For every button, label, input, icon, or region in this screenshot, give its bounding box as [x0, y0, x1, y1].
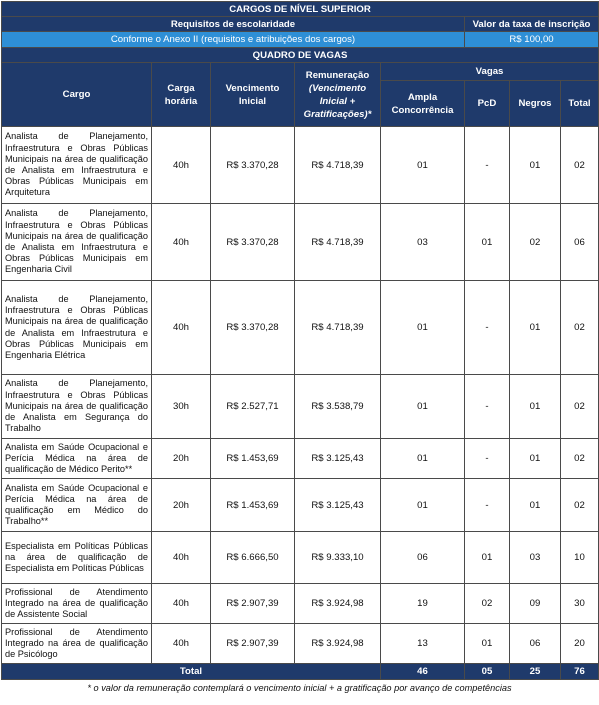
col-ampla: Ampla Concorrência: [381, 81, 465, 127]
table-row: [2, 439, 599, 479]
remuneracao-cell: R$ 3.125,43: [295, 479, 381, 532]
cargo-cell: Analista de Planejamento, Infraestrutura e Obras Públicas Municipais na área de qualificação de Analista em Infraestrutura e Obras Públicas Municipais em Engenharia Elétrica: [2, 281, 152, 375]
table-row: [2, 281, 599, 375]
total-cell: 02: [561, 127, 599, 204]
carga-cell: 40h: [152, 204, 211, 281]
total-cell: 02: [561, 375, 599, 439]
ampla-cell: 13: [381, 624, 465, 664]
pcd-cell: -: [465, 375, 510, 439]
vencimento-cell: R$ 3.370,28: [211, 204, 295, 281]
remuneracao-cell: R$ 4.718,39: [295, 127, 381, 204]
table-row: [2, 204, 599, 281]
col-vagas: Vagas: [381, 63, 599, 81]
table-row: [2, 532, 599, 584]
negros-cell: 02: [510, 204, 561, 281]
negros-cell: 01: [510, 479, 561, 532]
col-pcd: PcD: [465, 81, 510, 127]
vacancy-table: [1, 1, 599, 680]
negros-cell: 03: [510, 532, 561, 584]
cargo-cell: Analista de Planejamento, Infraestrutura e Obras Públicas Municipais na área de qualificação de Analista em Infraestrutura e Obras Públicas Municipais em Arquitetura: [2, 127, 152, 204]
table-row: [2, 624, 599, 664]
total-cell: 20: [561, 624, 599, 664]
cargo-cell: Analista em Saúde Ocupacional e Perícia Médica na área de qualificação em Médico do Trabalho**: [2, 479, 152, 532]
remuneracao-cell: R$ 4.718,39: [295, 204, 381, 281]
col-carga: Carga horária: [152, 63, 211, 127]
total-cell: 06: [561, 204, 599, 281]
total-label: Total: [2, 664, 381, 680]
carga-cell: 20h: [152, 439, 211, 479]
carga-cell: 40h: [152, 532, 211, 584]
carga-cell: 40h: [152, 624, 211, 664]
col-negros: Negros: [510, 81, 561, 127]
pcd-cell: -: [465, 479, 510, 532]
remuneracao-cell: R$ 4.718,39: [295, 281, 381, 375]
pcd-cell: 01: [465, 532, 510, 584]
vencimento-cell: R$ 1.453,69: [211, 439, 295, 479]
total-cell: 02: [561, 479, 599, 532]
fee-value: R$ 100,00: [465, 32, 599, 48]
cargo-cell: Profissional de Atendimento Integrado na área de qualificação de Psicólogo: [2, 624, 152, 664]
col-remuneracao: Remuneração (Vencimento Inicial + Gratificações)*: [295, 63, 381, 127]
table-row: [2, 375, 599, 439]
remuneracao-cell: R$ 3.538,79: [295, 375, 381, 439]
vencimento-cell: R$ 2.907,39: [211, 584, 295, 624]
ampla-cell: 01: [381, 127, 465, 204]
vencimento-cell: R$ 3.370,28: [211, 127, 295, 204]
carga-cell: 40h: [152, 281, 211, 375]
ampla-cell: 01: [381, 439, 465, 479]
pcd-cell: 02: [465, 584, 510, 624]
requirements-value: Conforme o Anexo II (requisitos e atribuições dos cargos): [2, 32, 465, 48]
vencimento-cell: R$ 2.907,39: [211, 624, 295, 664]
cargo-cell: Analista em Saúde Ocupacional e Perícia Médica na área de qualificação de Médico Perito**: [2, 439, 152, 479]
ampla-cell: 01: [381, 281, 465, 375]
pcd-cell: 01: [465, 624, 510, 664]
carga-cell: 20h: [152, 479, 211, 532]
cargo-cell: Especialista em Políticas Públicas na área de qualificação de Especialista em Políticas Públicas: [2, 532, 152, 584]
carga-cell: 30h: [152, 375, 211, 439]
ampla-cell: 19: [381, 584, 465, 624]
vencimento-cell: R$ 2.527,71: [211, 375, 295, 439]
cargo-cell: Analista de Planejamento, Infraestrutura e Obras Públicas Municipais na área de qualificação de Analista em Infraestrutura e Obras Públicas Municipais em Engenharia Civil: [2, 204, 152, 281]
vencimento-cell: R$ 6.666,50: [211, 532, 295, 584]
table-row: [2, 127, 599, 204]
negros-cell: 01: [510, 439, 561, 479]
remuneracao-cell: R$ 9.333,10: [295, 532, 381, 584]
remuneracao-cell: R$ 3.924,98: [295, 584, 381, 624]
col-cargo: Cargo: [2, 63, 152, 127]
total-negros: 25: [510, 664, 561, 680]
cargo-cell: Analista de Planejamento, Infraestrutura e Obras Públicas Municipais na área de qualificação de Analista em Segurança do Trabalho: [2, 375, 152, 439]
pcd-cell: -: [465, 281, 510, 375]
total-cell: 10: [561, 532, 599, 584]
col-vencimento: Vencimento Inicial: [211, 63, 295, 127]
total-cell: 02: [561, 281, 599, 375]
negros-cell: 06: [510, 624, 561, 664]
vacancy-document: [1, 1, 598, 680]
total-pcd: 05: [465, 664, 510, 680]
section-title: CARGOS DE NÍVEL SUPERIOR: [2, 2, 599, 17]
negros-cell: 01: [510, 127, 561, 204]
ampla-cell: 01: [381, 375, 465, 439]
ampla-cell: 06: [381, 532, 465, 584]
requirements-label: Requisitos de escolaridade: [2, 17, 465, 32]
total-cell: 02: [561, 439, 599, 479]
fee-label: Valor da taxa de inscrição: [465, 17, 599, 32]
pcd-cell: -: [465, 439, 510, 479]
total-cell: 30: [561, 584, 599, 624]
table-row: [2, 584, 599, 624]
remuneracao-cell: R$ 3.125,43: [295, 439, 381, 479]
vencimento-cell: R$ 3.370,28: [211, 281, 295, 375]
table-row: [2, 479, 599, 532]
negros-cell: 09: [510, 584, 561, 624]
ampla-cell: 01: [381, 479, 465, 532]
pcd-cell: -: [465, 127, 510, 204]
quadro-title: QUADRO DE VAGAS: [2, 48, 599, 63]
total-row: [2, 664, 599, 680]
footnote: * o valor da remuneração contemplará o vencimento inicial + a gratificação por avanço de competências: [87, 683, 512, 693]
total-ampla: 46: [381, 664, 465, 680]
col-total: Total: [561, 81, 599, 127]
negros-cell: 01: [510, 375, 561, 439]
vencimento-cell: R$ 1.453,69: [211, 479, 295, 532]
cargo-cell: Profissional de Atendimento Integrado na área de qualificação de Assistente Social: [2, 584, 152, 624]
carga-cell: 40h: [152, 584, 211, 624]
carga-cell: 40h: [152, 127, 211, 204]
remuneracao-cell: R$ 3.924,98: [295, 624, 381, 664]
ampla-cell: 03: [381, 204, 465, 281]
negros-cell: 01: [510, 281, 561, 375]
pcd-cell: 01: [465, 204, 510, 281]
total-total: 76: [561, 664, 599, 680]
